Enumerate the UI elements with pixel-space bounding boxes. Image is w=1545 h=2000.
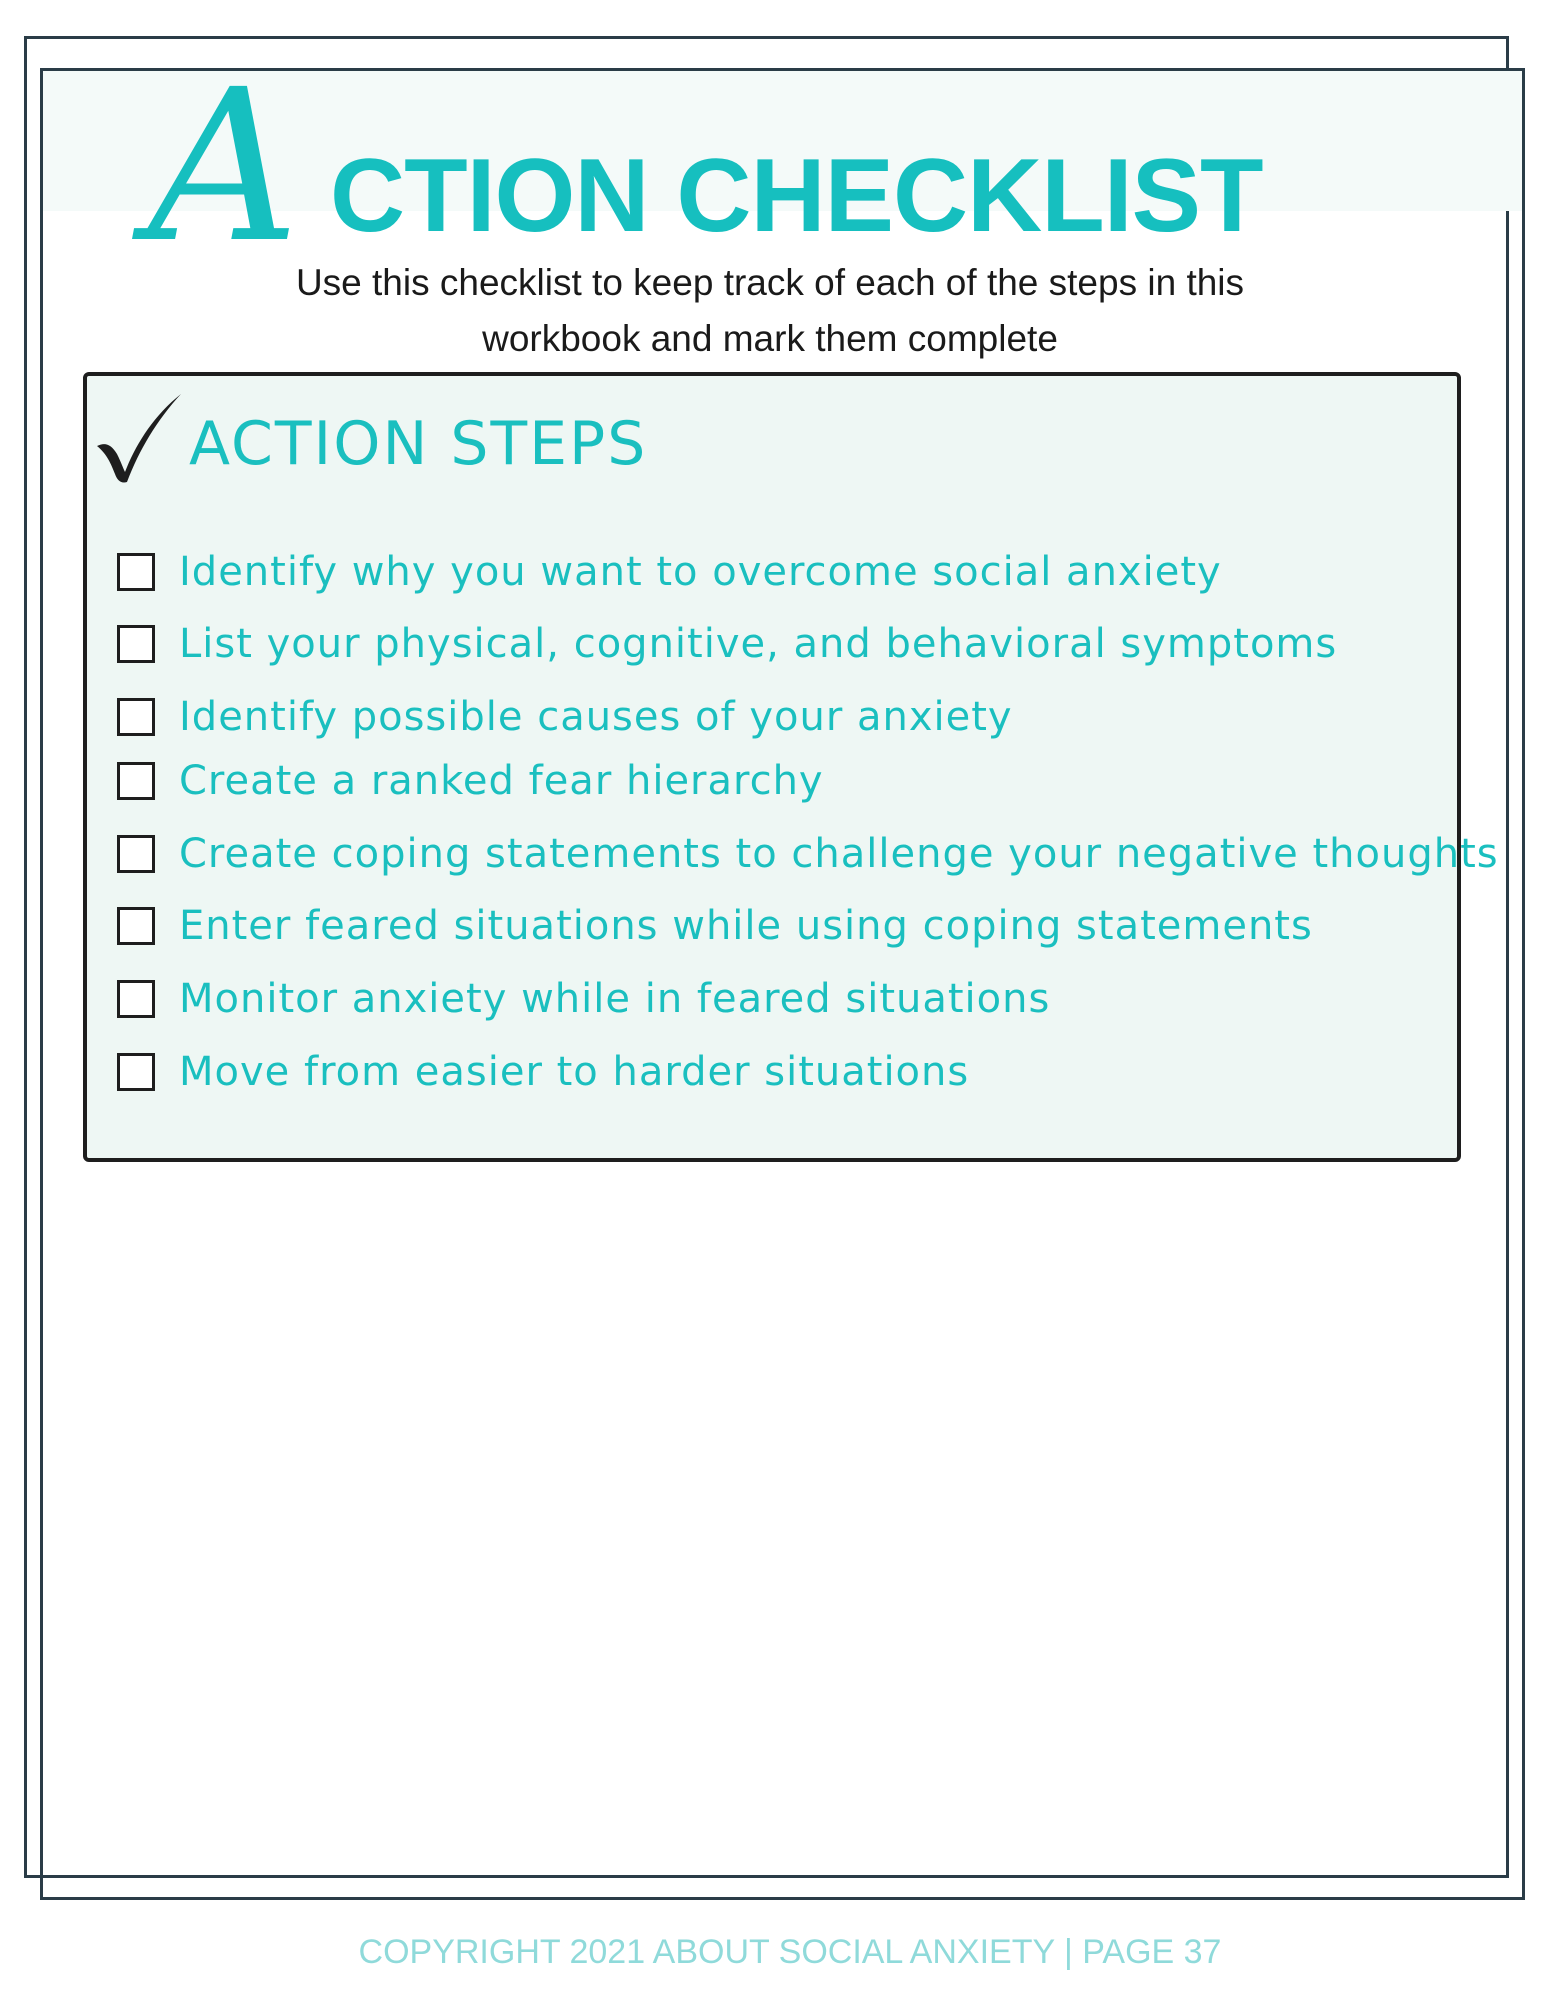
list-item-label: Identify possible causes of your anxiety xyxy=(179,694,1013,740)
checkbox[interactable] xyxy=(117,835,155,873)
subtitle-line-1: Use this checklist to keep track of each of the steps in this xyxy=(295,262,1245,303)
checkbox[interactable] xyxy=(117,698,155,736)
checkbox[interactable] xyxy=(117,980,155,1018)
title-rest: CTION CHECKLIST xyxy=(330,138,1263,254)
checkbox[interactable] xyxy=(117,1053,155,1091)
checkbox[interactable] xyxy=(117,907,155,945)
panel-heading: ACTION STEPS xyxy=(189,409,648,479)
list-item-label: List your physical, cognitive, and behavioral symptoms xyxy=(179,621,1338,667)
list-item-label: Identify why you want to overcome social anxiety xyxy=(179,549,1222,595)
list-item-label: Enter feared situations while using coping statements xyxy=(179,903,1313,949)
list-item-label: Create a ranked fear hierarchy xyxy=(179,758,824,804)
title-initial: A xyxy=(148,44,300,289)
page-subtitle xyxy=(170,255,1370,367)
checkmark-icon xyxy=(91,388,191,488)
checkbox[interactable] xyxy=(117,762,155,800)
list-item-label: Monitor anxiety while in feared situations xyxy=(179,976,1051,1022)
list-item-label: Create coping statements to challenge your negative thoughts xyxy=(179,831,1499,877)
list-item-label: Move from easier to harder situations xyxy=(179,1049,970,1095)
checkbox[interactable] xyxy=(117,553,155,591)
checkbox[interactable] xyxy=(117,625,155,663)
subtitle-line-2: workbook and mark them complete xyxy=(482,318,1058,359)
action-steps-panel xyxy=(83,372,1499,1162)
page-footer: COPYRIGHT 2021 ABOUT SOCIAL ANXIETY | PAGE 37 xyxy=(358,1933,1222,1971)
